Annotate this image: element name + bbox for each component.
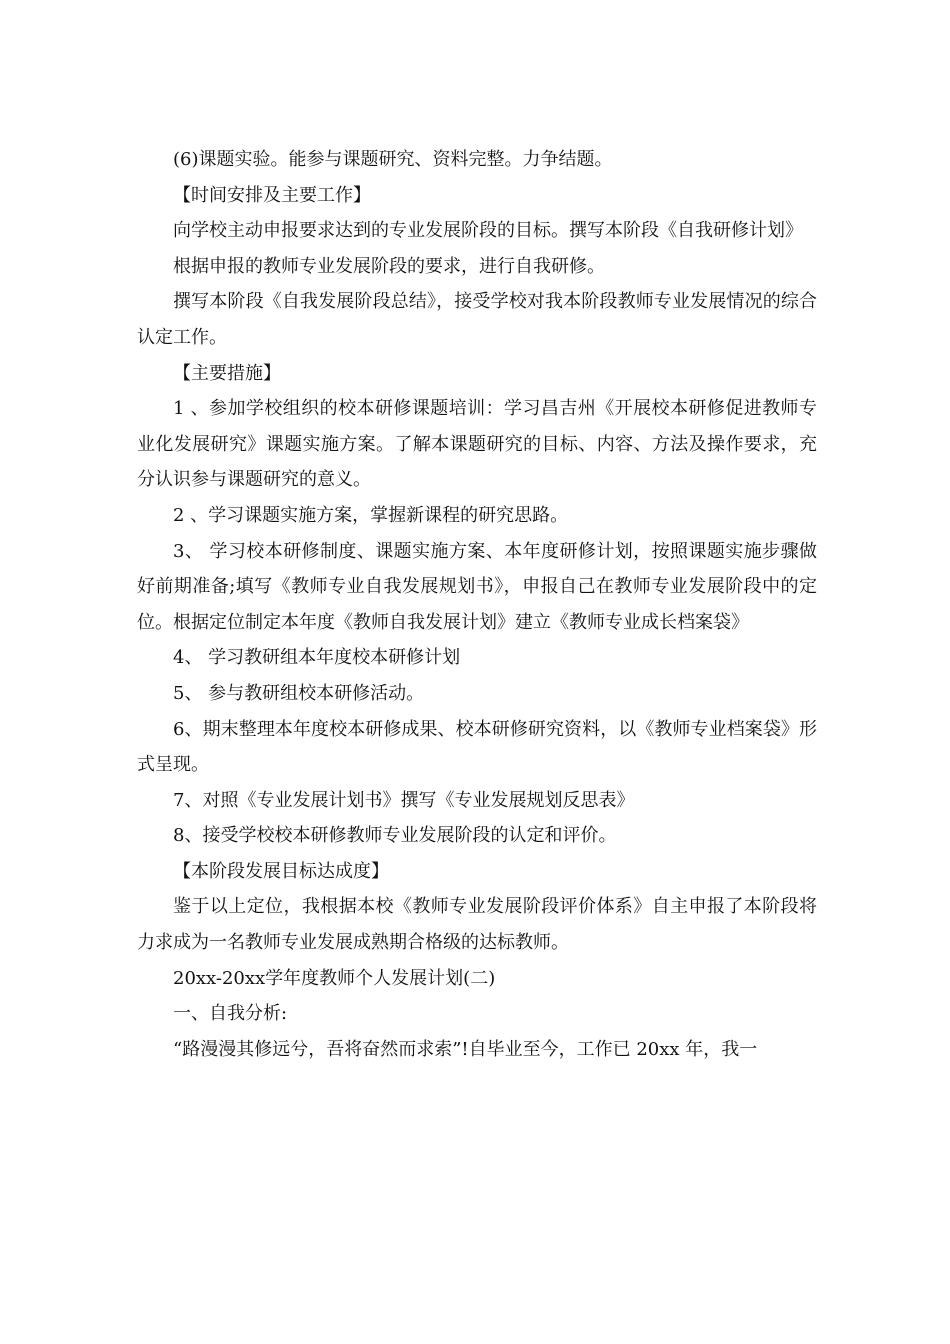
- paragraph-apply-goal: 向学校主动申报要求达到的专业发展阶段的目标。撰写本阶段《自我研修计划》: [173, 220, 803, 242]
- document-body: [137, 142, 817, 1067]
- heading-schedule: 【时间安排及主要工作】: [173, 184, 371, 206]
- section-title-plan-two: 20xx-20xx学年度教师个人发展计划(二): [173, 967, 496, 989]
- paragraph-quote: “路漫漫其修远兮，吾将奋然而求索”!自毕业至今，工作已 20xx 年，我一: [173, 1038, 758, 1060]
- paragraph-self-study: 根据申报的教师专业发展阶段的要求，进行自我研修。: [173, 255, 605, 277]
- heading-goal-achievement: 【本阶段发展目标达成度】: [173, 860, 389, 882]
- heading-measures: 【主要措施】: [173, 362, 281, 384]
- list-item-4: 4、 学习教研组本年度校本研修计划: [173, 647, 461, 669]
- paragraph-summary: 撰写本阶段《自我发展阶段总结》，接受学校对我本阶段教师专业发展情况的综合认定工作。: [137, 291, 817, 348]
- paragraph-task-experiment: (6)课题实验。能参与课题研究、资料完整。力争结题。: [173, 149, 613, 170]
- list-item-5: 5、 参与教研组校本研修活动。: [173, 682, 425, 704]
- list-item-8: 8、接受学校校本研修教师专业发展阶段的认定和评价。: [173, 825, 617, 847]
- list-item-2: 2 、学习课题实施方案，掌握新课程的研究思路。: [173, 504, 569, 526]
- list-item-7: 7、对照《专业发展计划书》撰写《专业发展规划反思表》: [173, 789, 635, 811]
- heading-self-analysis: 一、自我分析:: [173, 1003, 288, 1025]
- paragraph-self-assessment: 鉴于以上定位，我根据本校《教师专业发展阶段评价体系》自主申报了本阶段将力求成为一名教师专业发展成熟期合格级的达标教师。: [137, 896, 817, 954]
- list-item-3: 3、 学习校本研修制度、课题实施方案、本年度研修计划，按照课题实施步骤做好前期准备;填写《教师专业自我发展规划书》，申报自己在教师专业发展阶段中的定位。根据定位制定本年度《教师自我发展计划》建立《教师专业成长档案袋》: [137, 540, 817, 633]
- list-item-6: 6、期末整理本年度校本研修成果、校本研修研究资料，以《教师专业档案袋》形式呈现。: [137, 718, 817, 776]
- list-item-1: 1 、参加学校组织的校本研修课题培训：学习昌吉州《开展校本研修促进教师专业化发展研究》课题实施方案。了解本课题研究的目标、内容、方法及操作要求，充分认识参与课题研究的意义。: [137, 398, 817, 491]
